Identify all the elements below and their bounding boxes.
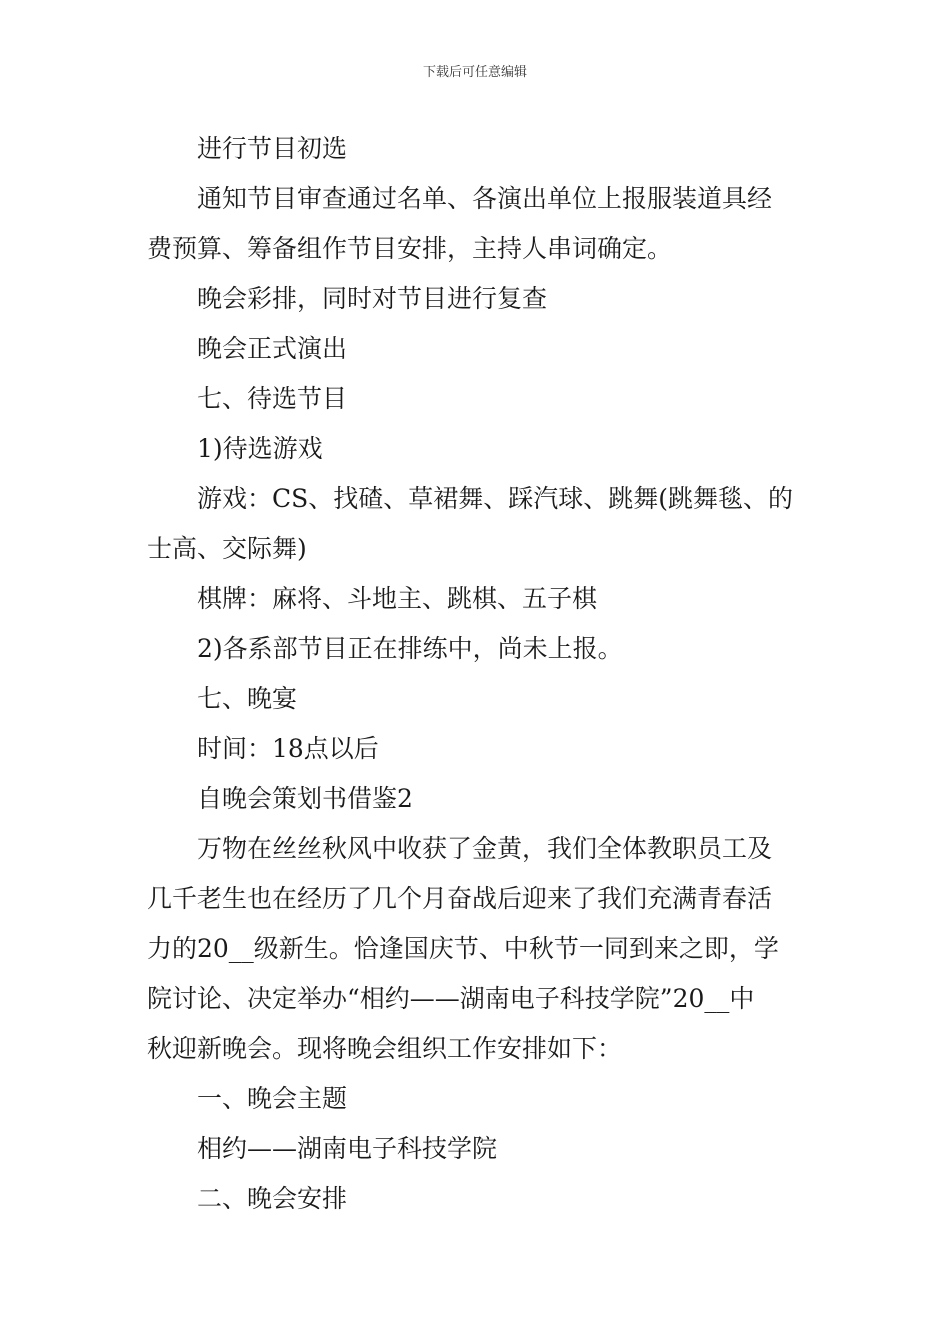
text-line: 通知节目审查通过名单、各演出单位上报服装道具经 [197,184,773,213]
text-line: 院讨论、决定举办“相约——湖南电子科技学院”20__中 [147,984,755,1013]
text-line: 晚会正式演出 [197,334,348,363]
section-heading: 二、晚会安排 [197,1184,348,1213]
section-heading: 七、晚宴 [197,684,298,713]
text-line: 力的20__级新生。恰逢国庆节、中秋节一同到来之即，学 [147,934,779,963]
text-line: 游戏：CS、找碴、草裙舞、踩汽球、跳舞(跳舞毯、的 [197,484,794,513]
section-heading: 一、晚会主题 [197,1084,348,1113]
text-line: 士高、交际舞) [147,534,307,563]
text-line: 1)待选游戏 [197,434,323,463]
page-header: 下载后可任意编辑 [422,65,527,80]
text-line: 费预算、筹备组作节目安排，主持人串词确定。 [147,234,673,263]
document-body [147,124,807,1224]
text-line: 2)各系部节目正在排练中，尚未上报。 [197,634,623,663]
text-line: 棋牌：麻将、斗地主、跳棋、五子棋 [197,584,598,613]
text-line: 万物在丝丝秋风中收获了金黄，我们全体教职员工及 [197,834,773,863]
text-line: 进行节目初选 [197,134,348,163]
document-title: 自晚会策划书借鉴2 [197,784,413,813]
section-heading: 七、待选节目 [197,384,348,413]
text-line: 晚会彩排，同时对节目进行复查 [197,284,548,313]
text-line: 秋迎新晚会。现将晚会组织工作安排如下： [147,1034,623,1063]
text-line: 几千老生也在经历了几个月奋战后迎来了我们充满青春活 [147,884,773,913]
text-line: 时间：18点以后 [197,734,379,763]
text-line: 相约——湖南电子科技学院 [197,1134,498,1163]
